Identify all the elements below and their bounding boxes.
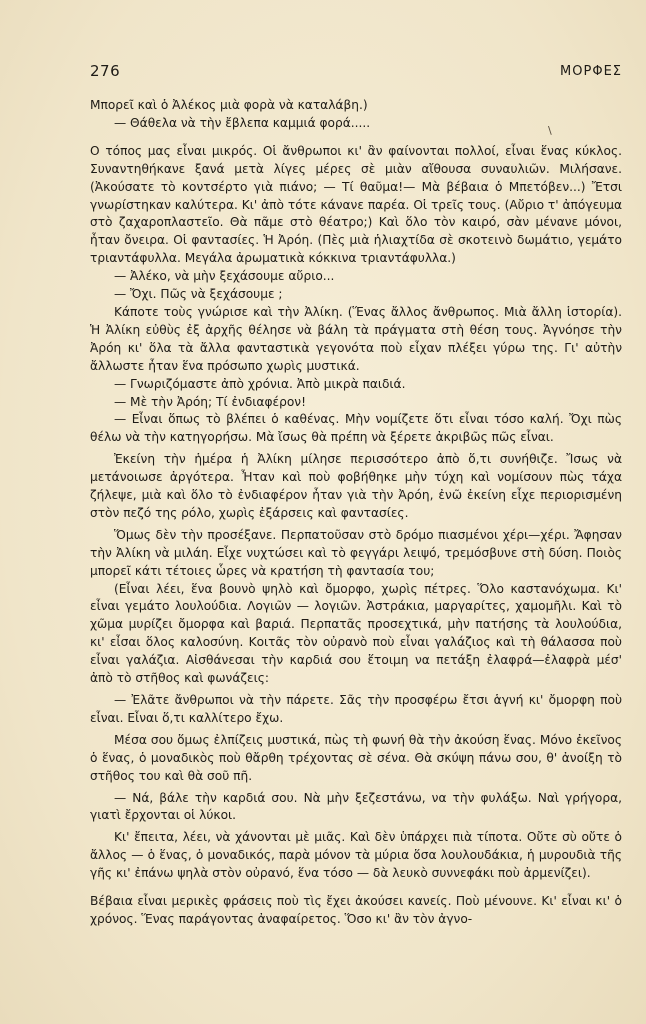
paragraph: — Γνωριζόμαστε ἀπὸ χρόνια. Ἀπὸ μικρὰ παιδιά.	[114, 376, 406, 391]
paragraph: Μπορεῖ καὶ ὁ Ἀλέκος μιὰ φορὰ νὰ καταλάβη.)	[90, 98, 368, 112]
paragraph: — Μὲ τὴν Ἀρόη; Τί ἐνδιαφέρον!	[114, 394, 306, 409]
paragraph: — Ἐλᾶτε ἄνθρωποι νὰ τὴν πάρετε. Σᾶς τὴν προσφέρω ἔτσι ἁγνή κι' ὄμορφη ποὺ εἶναι. Εἶναι ὅ,τι καλλίτερο ἔχω.	[90, 693, 622, 725]
body-text	[90, 97, 622, 929]
paragraph: — Νά, βάλε τὴν καρδιά σου. Νὰ μὴν ξεζεστάνω, να τὴν φυλάξω. Ναὶ γρήγορα, γιατὶ ἔρχονται οἱ λύκοι.	[90, 790, 622, 823]
paragraph: Κάποτε τοὺς γνώρισε καὶ τὴν Ἀλίκη. (Ἕνας ἄλλος ἄνθρωπος. Μιὰ ἄλλη ἱστορία). Ἡ Ἀλίκη εὐθὺς ἐξ ἀρχῆς θέλησε νὰ βάλη τὰ πράγματα στὴ θέση τους. Ἀγνόησε τὴν Ἀρόη κι' ὅλα τὰ ἄλλα φανταστικὰ γεγονότα ποὺ εἶχαν πλέξει γύρω της. Γι' αὐτὴν ἄλλωστε ἦταν ἕνα πρόσωπο χωρὶς μυστικά.	[90, 304, 622, 373]
paragraph: — Ἀλέκο, νὰ μὴν ξεχάσουμε αὔριο...	[114, 269, 335, 284]
paragraph: Ο τόπος μας εἶναι μικρός. Οἱ ἄνθρωποι κι' ἂν φαίνονται πολλοί, εἶναι ἕνας κύκλος. Συναντηθήκανε ξανά μετὰ λίγες μέρες σὲ μιὰν αἴθουσα συναυλιῶν. Μιλήσανε. (Ἀκούσατε τὸ κοντσέρτο γιὰ πιάνο; — Τί θαῦμα!— Μὰ βέβαια ὁ Μπετόβεν...) Ἔτσι γνωρίστηκαν καλύτερα. Κι' ἀπὸ τότε κάνανε παρέα. Οἱ τρεῖς τους. (Αὔριο τ' ἀπόγευμα στὸ ζαχαροπλαστεῖο. Θὰ πᾶμε στὸ θέατρο;) Καὶ ὅλο τὸν καιρό, σὰν μένανε μόνοι, ἦταν ὄνειρα. Οἱ φαντασίες. Ἡ Ἀρόη. (Πὲς μιὰ ἡλιαχτίδα σὲ σκοτεινὸ δωμάτιο, γεμάτο τριαντάφυλλα. Μεγάλα ἀρωματικὰ κόκκινα τριαντάφυλλα.)	[90, 143, 622, 266]
page-number: 276	[90, 62, 121, 80]
running-head: ΜΟΡΦΕΣ	[560, 64, 622, 79]
paragraph: — Θάθελα νὰ τὴν ἔβλεπα καμμιά φορά.....	[114, 115, 371, 130]
paragraph: (Εἶναι λέει, ἕνα βουνὸ ψηλὸ καὶ ὄμορφο, χωρὶς πέτρες. Ὅλο καστανόχωμα. Κι' εἶναι γεμάτο λουλούδια. Λογιῶν — λογιῶν. Ἀστράκια, μαργαρίτες, χαμομῆλι. Καὶ τὸ χῶμα μυρίζει ὄμορφα καὶ βαριά. Περπατᾶς προσεχτικά, μὴν πατήσης τὰ λουλούδια, κι' εἶσαι ὅλος καλοσύνη. Κοιτᾶς τὸν οὐρανὸ ποὺ εἶναι γαλάζιος καὶ τὴ θάλασσα ποὺ εἶναι γαλάζια. Αἰσθάνεσαι τὴν καρδιά σου ἕτοιμη να πετάξη ἐλαφρά—ἐλαφρὰ μέσ' ἀπὸ τὸ στῆθος καὶ φωνάζεις:	[90, 581, 622, 686]
page-header	[90, 62, 622, 82]
stray-mark: \	[548, 124, 552, 137]
paragraph: Βέβαια εἶναι μερικὲς φράσεις ποὺ τὶς ἔχει ἀκούσει κανείς. Ποὺ μένουνε. Κι' εἶναι κι' ὁ χρόνος. Ἕνας παράγοντας ἀναφαίρετος. Ὅσο κι' ἂν τὸν ἀγνο-	[90, 894, 622, 926]
paragraph: Ἐκείνη τὴν ἡμέρα ἡ Ἀλίκη μίλησε περισσότερο ἀπὸ ὅ,τι συνήθιζε. Ἴσως νὰ μετάνοιωσε ἀργότερα. Ἦταν καὶ ποὺ φοβήθηκε μὴν τύχη καὶ νομίσουν πὼς τάχα ζήλεψε, μιὰ καὶ ὅλο τὸ ἐνδιαφέρον ἦταν γιὰ τὴν Ἀρόη, ἐνῶ ἐκείνη εἶχε περιορισμένη στὸν πεζό της ρόλο, χωρὶς ἐξάρσεις καὶ φαντασίες.	[90, 452, 622, 520]
paragraph: — Εἶναι ὅπως τὸ βλέπει ὁ καθένας. Μὴν νομίζετε ὅτι εἶναι τόσο καλή. Ὄχι πὼς θέλω νὰ τὴν κατηγορήσω. Μὰ ἴσως θὰ πρέπη νὰ ξέρετε ἀκριβῶς πῶς εἶναι.	[90, 412, 622, 445]
paragraph: Ὅμως δὲν τὴν προσέξανε. Περπατοῦσαν στὸ δρόμο πιασμένοι χέρι—χέρι. Ἄφησαν τὴν Ἀλίκη νὰ μιλάη. Εἶχε νυχτώσει καὶ τὸ φεγγάρι λειψό, τρεμόσβυνε στὴ δύση. Ποιὸς μπορεῖ κάτι τέτοιες ὧρες νὰ κρατήση τὴ φαντασία του;	[90, 527, 622, 578]
paragraph: — Ὄχι. Πῶς νὰ ξεχάσουμε ;	[114, 287, 283, 302]
paragraph: Μέσα σου ὅμως ἐλπίζεις μυστικά, πὼς τὴ φωνή θὰ τὴν ἀκούση ἕνας. Μόνο ἐκεῖνος ὁ ἕνας, ὁ μοναδικὸς ποὺ θἄρθη τρέχοντας σὲ σένα. Θὰ σκύψη πάνω σου, θ' ἀνοίξη τὸ στῆθος του καὶ θὰ σοῦ πῆ.	[90, 732, 622, 783]
paragraph: Κι' ἔπειτα, λέει, νὰ χάνονται μὲ μιᾶς. Καὶ δὲν ὑπάρχει πιὰ τίποτα. Οὔτε σὺ οὔτε ὁ ἄλλος — ὁ ἕνας, ὁ μοναδικός, παρὰ μόνον τὰ μύρια ὅσα λουλουδάκια, ἡ μυρουδιὰ τῆς γῆς κι' ἐπάνω ψηλὰ στὸν οὐρανό, ἕνα τόσο — δὰ λευκὸ συννεφάκι ποὺ ἀρμενίζει).	[90, 830, 622, 881]
